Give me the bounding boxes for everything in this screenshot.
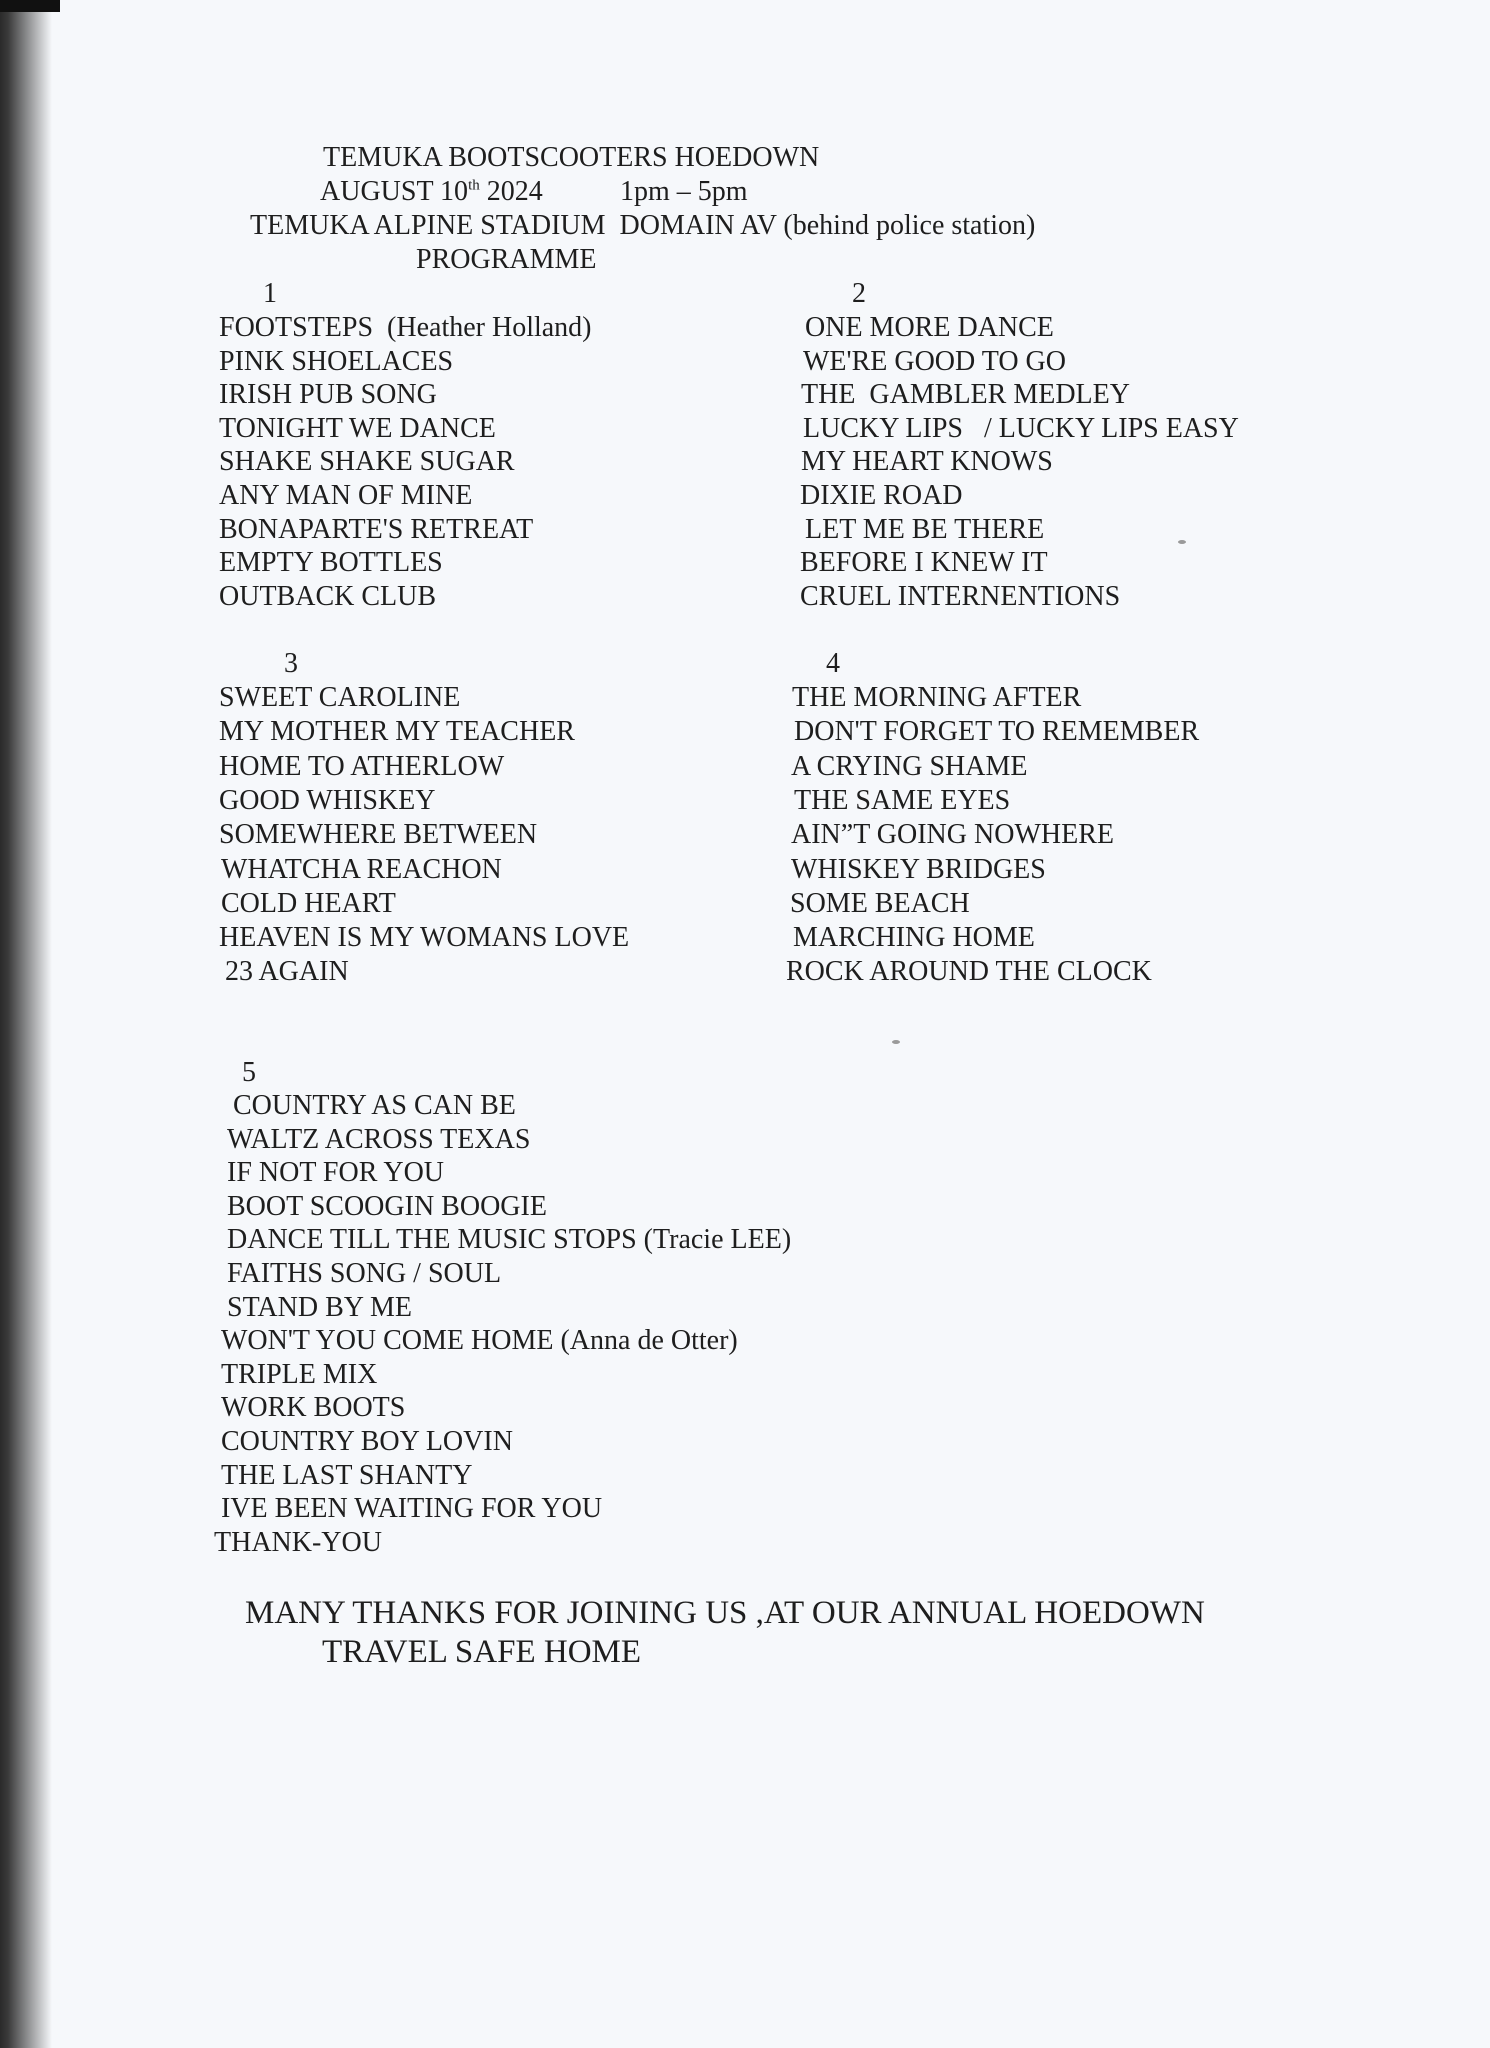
song-item: WHATCHA REACHON	[221, 854, 502, 885]
set-number-4: 4	[826, 648, 840, 679]
song-item: PINK SHOELACES	[219, 346, 454, 377]
song-item: WE'RE GOOD TO GO	[803, 346, 1066, 377]
song-item: WORK BOOTS	[221, 1392, 406, 1423]
song-item: OUTBACK CLUB	[219, 581, 437, 612]
event-date-ordinal: th	[468, 177, 480, 194]
scan-page-corner	[0, 0, 60, 12]
thanks-message: MANY THANKS FOR JOINING US ,AT OUR ANNUAL HOEDOWN	[245, 1595, 1205, 1631]
song-item: GOOD WHISKEY	[219, 785, 436, 816]
song-item: LUCKY LIPS / LUCKY LIPS EASY	[803, 413, 1239, 444]
song-item: COUNTRY AS CAN BE	[233, 1090, 516, 1121]
scan-speck	[892, 1040, 900, 1044]
programme-heading: PROGRAMME	[416, 244, 597, 275]
song-item: IF NOT FOR YOU	[227, 1157, 445, 1188]
song-item: BEFORE I KNEW IT	[800, 547, 1048, 578]
song-item: ONE MORE DANCE	[805, 312, 1054, 343]
song-item: MY HEART KNOWS	[801, 446, 1053, 477]
song-item: 23 AGAIN	[225, 956, 349, 987]
song-item: DANCE TILL THE MUSIC STOPS (Tracie LEE)	[227, 1224, 792, 1255]
scan-speck	[1178, 540, 1186, 544]
scan-page-edge	[0, 0, 52, 2048]
song-item: SOME BEACH	[790, 888, 970, 919]
song-item: TRIPLE MIX	[221, 1359, 378, 1390]
event-date	[320, 176, 543, 208]
song-item: FAITHS SONG / SOUL	[227, 1258, 502, 1289]
song-item: WHISKEY BRIDGES	[791, 854, 1046, 885]
song-item: COLD HEART	[221, 888, 396, 919]
song-item: EMPTY BOTTLES	[219, 547, 443, 578]
song-item: WON'T YOU COME HOME (Anna de Otter)	[221, 1325, 738, 1356]
song-item: AIN”T GOING NOWHERE	[791, 819, 1114, 850]
song-item: TONIGHT WE DANCE	[219, 413, 496, 444]
song-item: WALTZ ACROSS TEXAS	[227, 1124, 531, 1155]
song-item: STAND BY ME	[227, 1292, 412, 1323]
song-item: A CRYING SHAME	[791, 751, 1028, 782]
song-item: MARCHING HOME	[793, 922, 1035, 953]
song-item: FOOTSTEPS (Heather Holland)	[219, 312, 592, 343]
song-item: ROCK AROUND THE CLOCK	[786, 956, 1152, 987]
song-item: COUNTRY BOY LOVIN	[221, 1426, 513, 1457]
song-item: IRISH PUB SONG	[219, 379, 437, 410]
song-item: THE SAME EYES	[794, 785, 1011, 816]
event-date-main: AUGUST 10	[320, 176, 469, 207]
song-item: MY MOTHER MY TEACHER	[219, 716, 575, 747]
set-number-1: 1	[263, 278, 277, 309]
song-item: THE MORNING AFTER	[792, 682, 1082, 713]
song-item: THE GAMBLER MEDLEY	[801, 379, 1130, 410]
song-item: HEAVEN IS MY WOMANS LOVE	[219, 922, 630, 953]
set-number-2: 2	[852, 278, 866, 309]
event-date-year: 2024	[479, 176, 543, 207]
event-title: TEMUKA BOOTSCOOTERS HOEDOWN	[323, 142, 820, 173]
set-number-5: 5	[242, 1057, 256, 1088]
song-item: IVE BEEN WAITING FOR YOU	[221, 1493, 603, 1524]
song-item: SWEET CAROLINE	[219, 682, 461, 713]
song-item: LET ME BE THERE	[805, 514, 1045, 545]
song-item: SHAKE SHAKE SUGAR	[219, 446, 515, 477]
song-item: CRUEL INTERNENTIONS	[800, 581, 1121, 612]
song-item: THANK-YOU	[214, 1527, 382, 1558]
song-item: HOME TO ATHERLOW	[219, 751, 505, 782]
song-item: DIXIE ROAD	[800, 480, 963, 511]
set-number-3: 3	[284, 648, 298, 679]
travel-safe-message: TRAVEL SAFE HOME	[322, 1634, 642, 1670]
song-item: DON'T FORGET TO REMEMBER	[794, 716, 1200, 747]
song-item: SOMEWHERE BETWEEN	[219, 819, 538, 850]
song-item: BONAPARTE'S RETREAT	[219, 514, 534, 545]
song-item: BOOT SCOOGIN BOOGIE	[227, 1191, 547, 1222]
event-time: 1pm – 5pm	[620, 176, 748, 207]
event-venue: TEMUKA ALPINE STADIUM DOMAIN AV (behind police station)	[250, 210, 1036, 241]
song-item: ANY MAN OF MINE	[219, 480, 473, 511]
song-item: THE LAST SHANTY	[221, 1460, 473, 1491]
